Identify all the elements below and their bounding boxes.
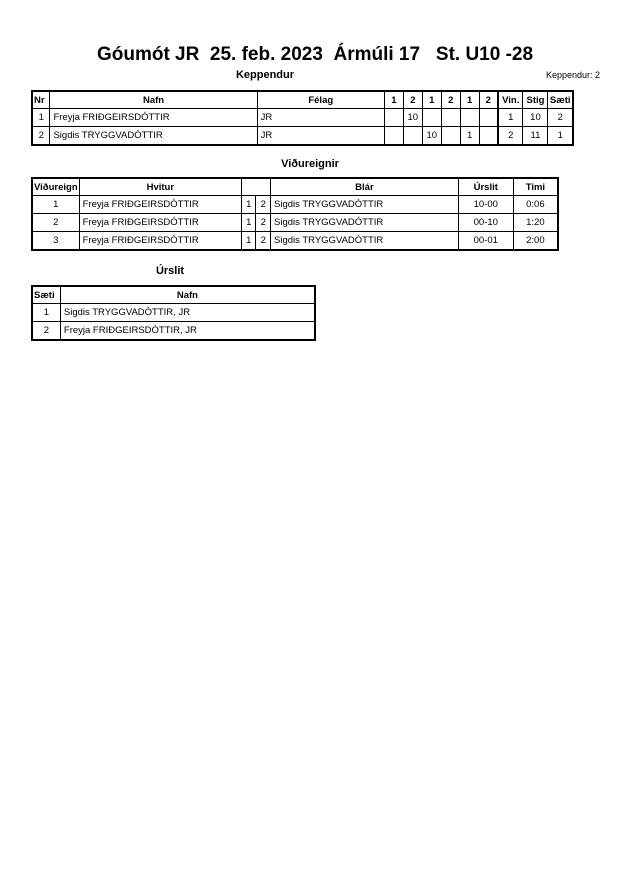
cell-nafn: Sigdis TRYGGVADÓTTIR	[50, 127, 257, 146]
cell-hvitur: Freyja FRIÐGEIRSDÓTTIR	[79, 196, 241, 214]
cell-vidureign: 3	[32, 232, 79, 251]
games-heading: Viðureignir	[281, 158, 339, 170]
cell-round	[479, 127, 498, 146]
cell-round: 10	[403, 109, 422, 127]
cell-vin: 1	[498, 109, 523, 127]
col-round: 1	[384, 91, 403, 109]
cell-white-num: 1	[241, 196, 256, 214]
cell-nr: 2	[32, 127, 50, 146]
cell-round	[479, 109, 498, 127]
cell-round	[460, 109, 479, 127]
col-nafn: Nafn	[60, 286, 315, 304]
table-row	[32, 304, 315, 322]
table-row	[32, 214, 558, 232]
cell-hvitur: Freyja FRIÐGEIRSDÓTTIR	[79, 232, 241, 251]
cell-nafn: Freyja FRIÐGEIRSDÓTTIR	[50, 109, 257, 127]
cell-nafn: Freyja FRIÐGEIRSDÓTTIR, JR	[60, 322, 315, 341]
col-nr: Nr	[32, 91, 50, 109]
table-row	[32, 322, 315, 341]
cell-nr: 1	[32, 109, 50, 127]
cell-blar: Sigdis TRYGGVADÓTTIR	[271, 214, 459, 232]
cell-white-num: 1	[241, 214, 256, 232]
cell-round	[384, 109, 403, 127]
col-nafn: Nafn	[50, 91, 257, 109]
cell-round	[384, 127, 403, 146]
cell-stig: 10	[523, 109, 548, 127]
cell-black-num: 2	[256, 196, 271, 214]
page-title: Góumót JR 25. feb. 2023 Ármúli 17 St. U10 -28	[96, 44, 534, 65]
cell-black-num: 2	[256, 232, 271, 251]
table-row	[32, 127, 573, 146]
cell-timi: 0:06	[513, 196, 558, 214]
cell-vidureign: 2	[32, 214, 79, 232]
col-round: 2	[479, 91, 498, 109]
col-blar: Blár	[271, 178, 459, 196]
players-table	[31, 90, 574, 146]
cell-vidureign: 1	[32, 196, 79, 214]
cell-nafn: Sigdis TRYGGVADÓTTIR, JR	[60, 304, 315, 322]
cell-round: 1	[460, 127, 479, 146]
col-timi: Timi	[513, 178, 558, 196]
col-hvitur: Hvitur	[79, 178, 241, 196]
cell-timi: 2:00	[513, 232, 558, 251]
col-felag: Félag	[257, 91, 384, 109]
col-vidureign: Viðureign	[32, 178, 79, 196]
cell-round: 10	[422, 127, 441, 146]
games-header-row	[32, 178, 558, 196]
cell-round	[441, 127, 460, 146]
cell-black-num: 2	[256, 214, 271, 232]
cell-vin: 2	[498, 127, 523, 146]
players-heading: Keppendur	[235, 69, 295, 81]
cell-saeti: 2	[32, 322, 60, 341]
col-saeti: Sæti	[548, 91, 573, 109]
cell-round	[422, 109, 441, 127]
results-header-row	[32, 286, 315, 304]
cell-round	[403, 127, 422, 146]
cell-timi: 1:20	[513, 214, 558, 232]
col-round: 1	[422, 91, 441, 109]
col-urslit: Úrslit	[458, 178, 513, 196]
col-blank	[256, 178, 271, 196]
cell-felag: JR	[257, 127, 384, 146]
col-stig: Stig	[523, 91, 548, 109]
col-round: 2	[441, 91, 460, 109]
cell-felag: JR	[257, 109, 384, 127]
cell-hvitur: Freyja FRIÐGEIRSDÓTTIR	[79, 214, 241, 232]
cell-blar: Sigdis TRYGGVADÓTTIR	[271, 196, 459, 214]
table-row	[32, 109, 573, 127]
results-heading: Úrslit	[155, 265, 185, 277]
table-row	[32, 232, 558, 251]
cell-urslit: 10-00	[458, 196, 513, 214]
cell-saeti: 2	[548, 109, 573, 127]
col-saeti: Sæti	[32, 286, 60, 304]
col-vin: Vin.	[498, 91, 523, 109]
col-round: 1	[460, 91, 479, 109]
col-blank	[241, 178, 256, 196]
cell-saeti: 1	[548, 127, 573, 146]
results-table	[31, 285, 316, 341]
cell-saeti: 1	[32, 304, 60, 322]
cell-stig: 11	[523, 127, 548, 146]
cell-blar: Sigdis TRYGGVADÓTTIR	[271, 232, 459, 251]
cell-round	[441, 109, 460, 127]
players-header-row	[32, 91, 573, 109]
cell-urslit: 00-01	[458, 232, 513, 251]
cell-urslit: 00-10	[458, 214, 513, 232]
col-round: 2	[403, 91, 422, 109]
games-table	[31, 177, 559, 251]
player-count: Keppendur: 2	[545, 70, 600, 80]
cell-white-num: 1	[241, 232, 256, 251]
table-row	[32, 196, 558, 214]
